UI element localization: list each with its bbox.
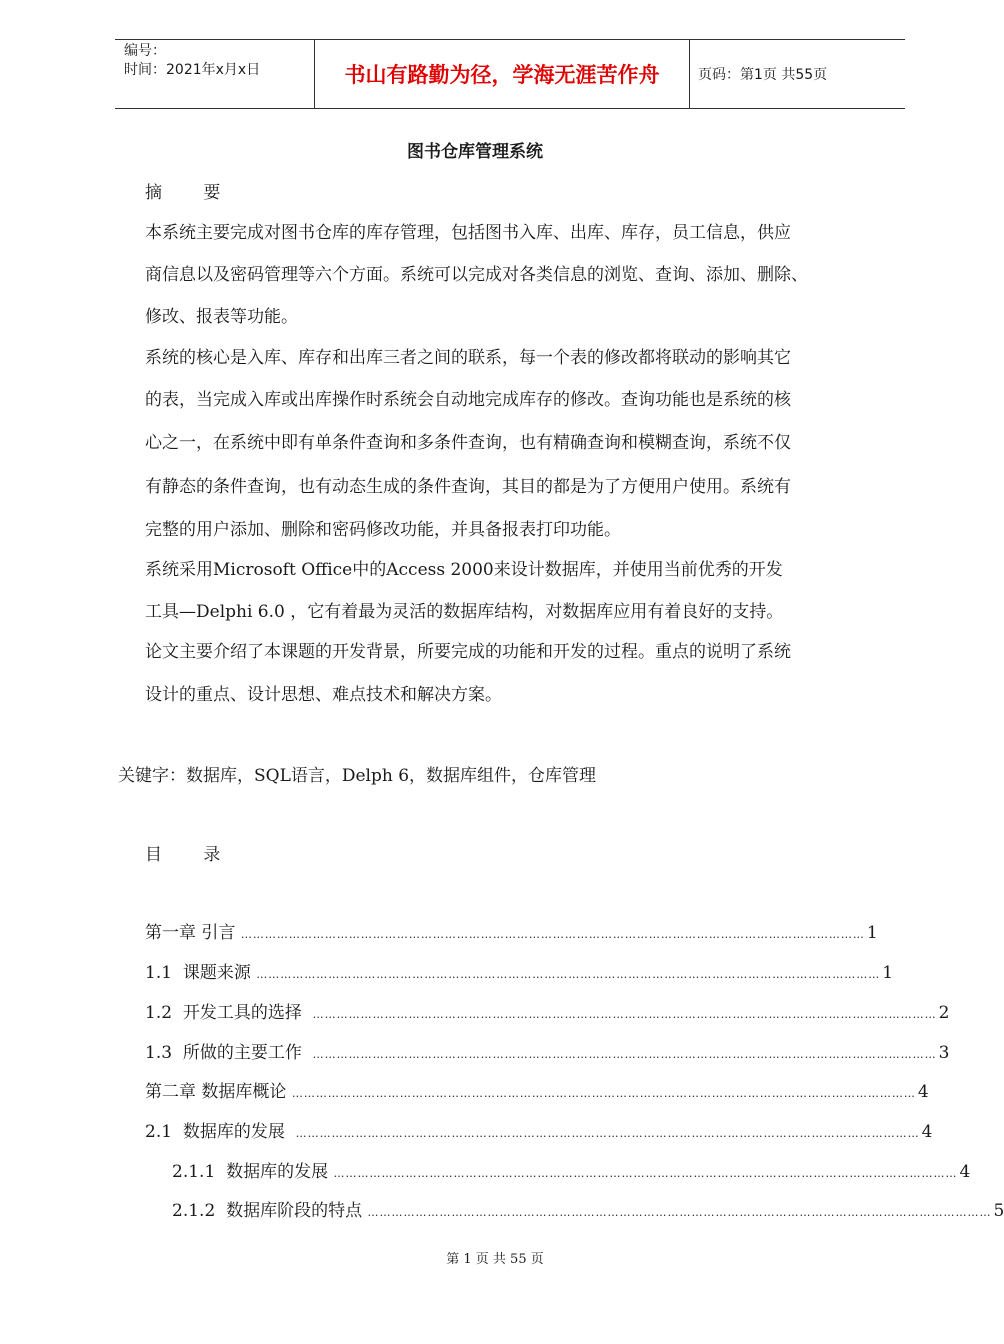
toc-entry[interactable] [145, 1038, 950, 1063]
abstract-line: 系统的核心是入库、库存和出库三者之间的联系，每一个表的修改都将联动的影响其它 [145, 348, 791, 368]
keywords: 关键字：数据库，SQL语言，Delph 6，数据库组件，仓库管理 [118, 766, 597, 786]
toc-leader: ………………………………………………………………………………………………………………………………………… [295, 1127, 920, 1140]
toc-entry-label: 1.3 所做的主要工作 [145, 1043, 313, 1063]
abstract-line: 工具—Delphi 6.0 ，它有着最为灵活的数据库结构，对数据库应用有着良好的支持。 [145, 602, 784, 622]
toc-leader: ………………………………………………………………………………………………………………………………………… [291, 1087, 916, 1100]
toc-entry-page: 1 [882, 963, 894, 983]
abstract-line: 本系统主要完成对图书仓库的库存管理，包括图书入库、出库、库存，员工信息，供应 [145, 223, 791, 243]
toc-entry[interactable] [145, 1077, 929, 1102]
toc-entry-label: 2.1 数据库的发展 [145, 1122, 296, 1142]
abstract-line: 商信息以及密码管理等六个方面。系统可以完成对各类信息的浏览、查询、添加、删除、 [145, 265, 808, 285]
toc-entry[interactable] [145, 1117, 933, 1142]
toc-entry-label: 1.1 课题来源 [145, 963, 257, 983]
toc-leader: ………………………………………………………………………………………………………………………………………… [240, 928, 865, 941]
abstract-line: 修改、报表等功能。 [145, 307, 298, 327]
abstract-line: 心之一，在系统中即有单条件查询和多条件查询，也有精确查询和模糊查询，系统不仅 [145, 433, 791, 453]
abstract-line: 完整的用户添加、删除和密码修改功能，并具备报表打印功能。 [145, 520, 621, 540]
toc-entry-page: 3 [938, 1043, 950, 1063]
abstract-heading: 摘 要 [145, 183, 239, 203]
abstract-line: 论文主要介绍了本课题的开发背景，所要完成的功能和开发的过程。重点的说明了系统 [145, 642, 791, 662]
toc-entry-page: 4 [921, 1122, 933, 1142]
document-title: 图书仓库管理系统 [407, 142, 543, 162]
page-header [115, 39, 905, 109]
toc-leader: ………………………………………………………………………………………………………………………………………… [312, 1048, 937, 1061]
toc-entry-label: 2.1.2 数据库阶段的特点 [172, 1201, 368, 1221]
toc-entry-page: 4 [959, 1162, 971, 1182]
toc-leader: ………………………………………………………………………………………………………………………………………… [367, 1206, 992, 1219]
header-meta [115, 40, 315, 108]
toc-entry-label: 1.2 开发工具的选择 [145, 1003, 313, 1023]
abstract-line: 设计的重点、设计思想、难点技术和解决方案。 [145, 685, 502, 705]
abstract-line: 的表，当完成入库或出库操作时系统会自动地完成库存的修改。查询功能也是系统的核 [145, 390, 791, 410]
page-footer: 第 1 页 共 55 页 [446, 1252, 544, 1267]
abstract-line: 有静态的条件查询，也有动态生成的条件查询，其目的都是为了方便用户使用。系统有 [145, 477, 791, 497]
toc-entry[interactable] [172, 1157, 971, 1182]
toc-entry[interactable] [145, 998, 950, 1023]
toc-entry-page: 5 [993, 1201, 1004, 1221]
header-number-label: 编号： [124, 43, 166, 59]
toc-leader: ………………………………………………………………………………………………………………………………………… [256, 968, 881, 981]
toc-heading: 目 录 [145, 845, 239, 865]
toc-entry[interactable] [145, 958, 894, 983]
toc-entry-page: 1 [866, 923, 878, 943]
header-motto: 书山有路勤为径，学海无涯苦作舟 [315, 40, 690, 108]
abstract-line: 系统采用Microsoft Office中的Access 2000来设计数据库，并使用当前优秀的开发 [145, 560, 783, 580]
toc-entry-label: 第二章 数据库概论 [145, 1082, 292, 1102]
header-page-label: 页码：第1页 共55页 [698, 67, 828, 83]
toc-entry-label: 2.1.1 数据库的发展 [172, 1162, 334, 1182]
header-time-label: 时间：2021年x月x日 [124, 62, 261, 78]
toc-entry-page: 4 [917, 1082, 929, 1102]
toc-entry-label: 第一章 引言 [145, 923, 241, 943]
toc-entry[interactable] [145, 918, 878, 943]
toc-entry[interactable] [172, 1196, 1004, 1221]
toc-entry-page: 2 [938, 1003, 950, 1023]
toc-leader: ………………………………………………………………………………………………………………………………………… [312, 1008, 937, 1021]
toc-leader: ………………………………………………………………………………………………………………………………………… [333, 1167, 958, 1180]
